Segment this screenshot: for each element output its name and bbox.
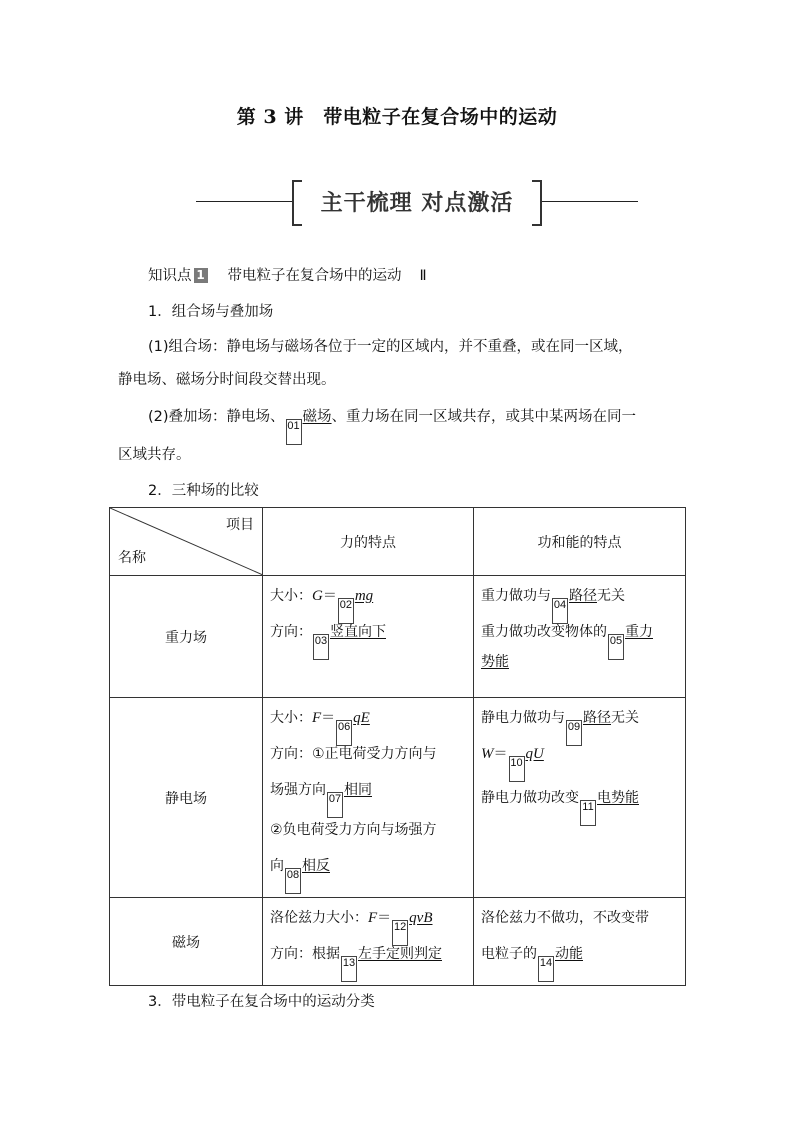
answer-10: qU [525,746,544,762]
answer-03: 竖直向下 [330,624,386,640]
answer-box-07: 07 [327,792,343,818]
magnetic-work-line2 [481,940,679,980]
text: 无关 [611,710,639,726]
answer-box-14: 14 [538,956,554,982]
electric-direction-line1: 方向：①正电荷受力方向与 [270,746,437,762]
answer-box-10: 10 [509,756,525,782]
answer-box-04: 04 [552,598,568,624]
combined-field-text-line1: (1)组合场：静电场与磁场各位于一定的区域内，并不重叠，或在同一区域， [148,339,633,355]
label: 大小： [270,710,312,726]
section-2-heading: 2．三种场的比较 [148,483,259,499]
electric-work-line1 [481,704,679,740]
electric-name: 静电场 [110,698,263,898]
label: 方向： [270,624,312,640]
text: 场强方向 [270,782,326,798]
header-force: 力的特点 [263,508,474,576]
knowledge-topic: 带电粒子在复合场中的运动 [227,268,402,284]
electric-work-cell [474,698,686,898]
header-item-label: 项目 [226,517,254,533]
answer-05: 重力 [625,624,653,640]
magnetic-size-line [270,904,467,940]
label: 大小： [270,588,312,604]
text: 向 [270,858,284,874]
var: F [312,710,322,726]
knowledge-level: Ⅱ [419,268,427,284]
eq: ＝ [321,710,336,726]
electric-negative-line1: ②负电荷受力方向与场强方 [270,822,437,838]
answer-04: 路径 [569,588,597,604]
electric-size-line [270,704,467,740]
answer-12: qvB [409,910,433,926]
banner-bracket-right [532,180,542,226]
gravity-work-cell [474,576,686,698]
answer-box-03: 03 [313,634,329,660]
combined-field-text-line2: 静电场、磁场分时间段交替出现。 [118,372,336,388]
gravity-work-line2 [481,618,679,648]
text: 、重力场在同一区域共存，或其中某两场在同一 [331,409,637,425]
knowledge-number-badge: 1 [194,268,208,283]
answer-11: 电势能 [597,790,639,806]
answer-05-cont: 势能 [481,654,509,670]
text: 重力做功与 [481,588,551,604]
table-row-gravity [110,576,686,698]
text: 静电力做功改变 [481,790,579,806]
text: 重力做功改变物体的 [481,624,607,640]
table-row-electric [110,698,686,898]
gravity-force-cell [263,576,474,698]
table-row-magnetic [110,898,686,986]
gravity-name: 重力场 [110,576,263,698]
magnetic-work-cell [474,898,686,986]
gravity-direction-line [270,618,467,660]
table-header-row [110,508,686,576]
var: W [481,746,494,762]
answer-box-09: 09 [566,720,582,746]
header-name-label: 名称 [118,550,146,566]
gravity-work-line3 [481,648,679,678]
section-banner [196,180,638,224]
magnetic-name: 磁场 [110,898,263,986]
knowledge-prefix: 知识点 [148,268,192,284]
page-title: 第 3 讲 带电粒子在复合场中的运动 [236,106,558,128]
answer-box-08: 08 [285,868,301,894]
diagonal-header-cell [110,508,263,576]
answer-box-01: 01 [286,419,302,445]
text: 静电力做功与 [481,710,565,726]
answer-01: 磁场 [302,409,332,425]
eq: ＝ [377,910,392,926]
var: F [368,910,378,926]
gravity-size-line [270,582,467,618]
answer-box-06: 06 [336,720,352,746]
eq: ＝ [493,746,508,762]
text: 电粒子的 [481,946,537,962]
banner-rule-right [542,201,638,202]
magnetic-force-cell [263,898,474,986]
var: G [312,588,323,604]
answer-07: 相同 [344,782,372,798]
label: 方向：根据 [270,946,340,962]
answer-box-02: 02 [338,598,354,624]
answer-06: qE [353,710,370,726]
label: 洛伦兹力大小： [270,910,368,926]
header-work: 功和能的特点 [474,508,686,576]
electric-work-line2 [481,740,679,784]
answer-13: 左手定则判定 [358,946,442,962]
electric-negative-line2 [270,852,467,888]
section-1-heading: 1．组合场与叠加场 [148,304,274,320]
text: (2)叠加场：静电场、 [148,409,285,425]
answer-box-13: 13 [341,956,357,982]
answer-09: 路径 [583,710,611,726]
eq: ＝ [322,588,337,604]
answer-box-11: 11 [580,800,596,826]
answer-08: 相反 [302,858,330,874]
answer-02: mg [354,588,374,604]
field-comparison-table [109,507,686,986]
answer-box-12: 12 [392,920,408,946]
text: 无关 [597,588,625,604]
banner-text: 主干梳理 对点激活 [320,190,514,216]
section-3-heading: 3．带电粒子在复合场中的运动分类 [148,994,375,1010]
electric-force-cell [263,698,474,898]
answer-box-05: 05 [608,634,624,660]
superposed-field-text-line2: 区域共存。 [118,447,191,463]
gravity-work-line1 [481,582,679,618]
magnetic-direction-line [270,940,467,980]
knowledge-point-heading [148,264,427,285]
banner-rule-left [196,201,292,202]
answer-14: 动能 [555,946,583,962]
electric-work-line3 [481,784,679,826]
magnetic-work-line1: 洛伦兹力不做功，不改变带 [481,910,649,926]
superposed-field-text-line1 [148,405,636,445]
electric-direction-line2 [270,776,467,816]
